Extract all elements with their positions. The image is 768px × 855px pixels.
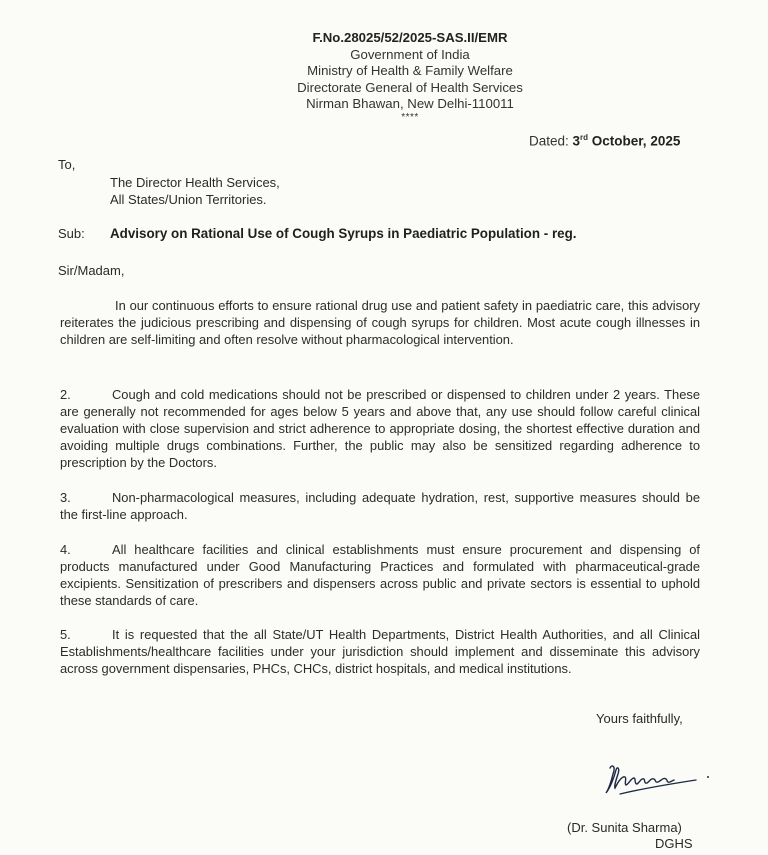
file-number: F.No.28025/52/2025-SAS.II/EMR — [312, 30, 508, 45]
paragraph-text: It is requested that the all State/UT Health Departments, District Health Authorities, and all Clinical Establishments/healthcare facilities under your jurisdiction should implement and disseminate this advisory across government dispensaries, PHCs, CHCs, district hospitals, and medical institutions. — [60, 627, 700, 677]
date-day: 3 — [572, 133, 581, 149]
paragraph-2 — [60, 386, 700, 471]
date-label: Dated: — [529, 133, 573, 149]
addressee — [110, 174, 280, 208]
paragraph-text: Cough and cold medications should not be prescribed or dispensed to children under 2 years. These are generally not recommended for ages below 5 years and above that, any use should follow careful clinical evaluation with close supervision and strict adherence to appropriate dosing, the shortest effective duration and avoiding multiple drugs combinations. Further, the public may also be sensitized regarding adherence to prescription by the Doctors. — [60, 387, 700, 471]
subject-line — [58, 226, 577, 241]
paragraph-1 — [60, 297, 700, 348]
govt-of-india: Government of India — [350, 46, 470, 62]
office-address: Nirman Bhawan, New Delhi-110011 — [306, 96, 514, 111]
paragraph-number: 4. — [60, 542, 71, 557]
closing-phrase: Yours faithfully, — [596, 711, 683, 726]
signatory-name: (Dr. Sunita Sharma) — [567, 820, 682, 835]
paragraph-3 — [60, 489, 700, 523]
date-month-year: October, 2025 — [588, 133, 681, 149]
salutation: Sir/Madam, — [58, 263, 125, 278]
paragraph-5 — [60, 626, 700, 677]
paragraph-4 — [60, 541, 700, 609]
paragraph-text: Non-pharmacological measures, including adequate hydration, rest, supportive measures should be the first-line approach. — [60, 490, 700, 523]
paragraph-text: All healthcare facilities and clinical establishments must ensure procurement and dispensing of products manufactured under Good Manufacturing Practices and formulated with pharmaceutical-grade excipients. Sensitization of prescribers and dispensers across public and private sectors is essential to uphold these standards of care. — [60, 542, 700, 609]
letterhead — [250, 30, 570, 123]
paragraph-number: 3. — [60, 490, 71, 505]
handwritten-signature-icon — [600, 760, 730, 800]
header-separator: **** — [401, 111, 419, 123]
subject-label: Sub: — [58, 226, 85, 241]
date-suffix: rd — [580, 133, 589, 142]
ministry-name: Ministry of Health & Family Welfare — [307, 63, 513, 78]
paragraph-number: 2. — [60, 387, 71, 402]
to-label: To, — [58, 157, 76, 172]
paragraph-number: 5. — [60, 627, 71, 642]
paragraph-text: In our continuous efforts to ensure rational drug use and patient safety in paediatric care, this advisory reiterates the judicious prescribing and dispensing of cough syrups for children. Most acute cough illnesses in children are self-limiting and often resolve without pharmacological intervention. — [60, 298, 700, 348]
directorate-name: Directorate General of Health Services — [297, 79, 523, 95]
signatory-designation: DGHS — [655, 836, 693, 851]
letter-date — [529, 133, 680, 149]
subject-text: Advisory on Rational Use of Cough Syrups in Paediatric Population - reg. — [110, 226, 577, 241]
addressee-line-2: All States/Union Territories. — [110, 192, 267, 207]
addressee-line-1: The Director Health Services, — [110, 175, 280, 190]
